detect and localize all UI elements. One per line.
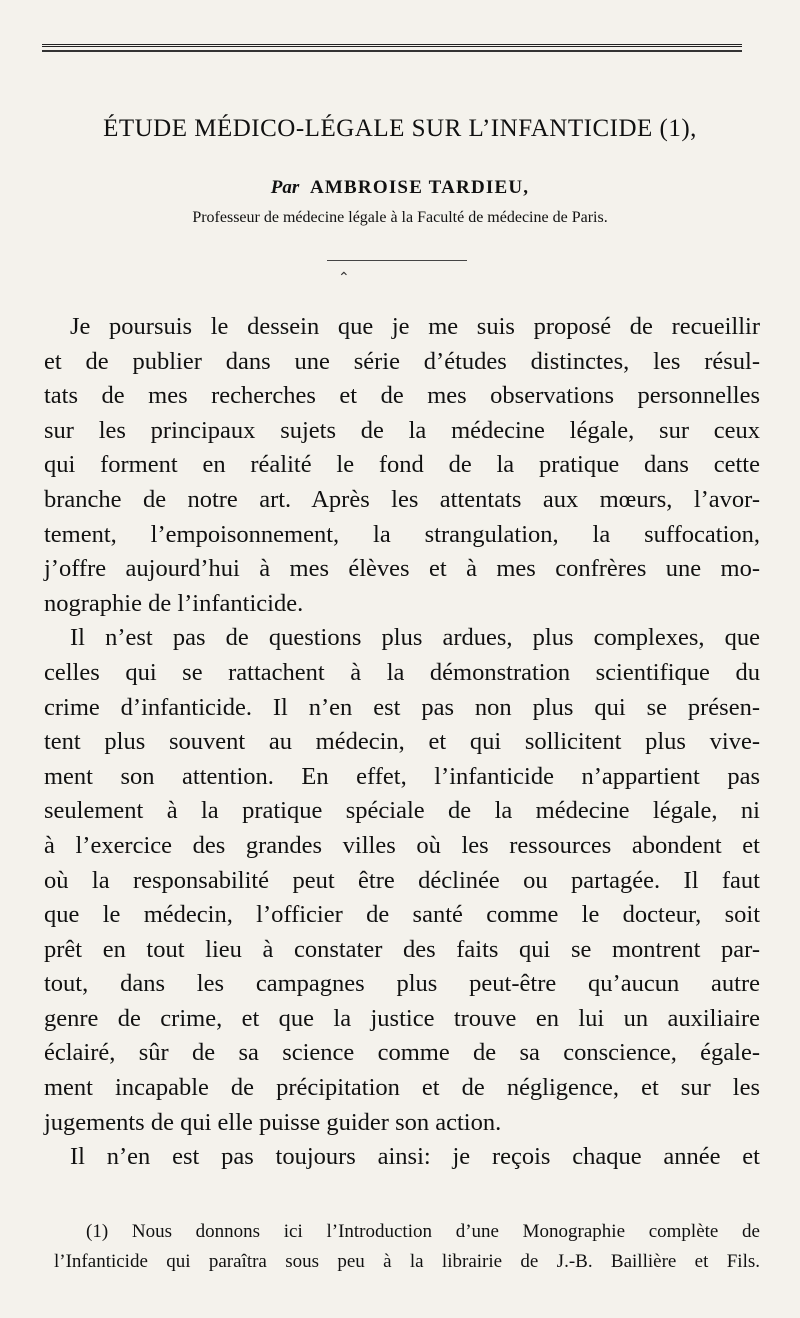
body-line: Il n’est pas de questions plus ardues, plus complexes, que (70, 624, 760, 652)
body-line: nographie de l’infanticide. (44, 589, 304, 617)
body-line: tout, dans les campagnes plus peut-être qu’aucun autre (44, 970, 760, 998)
body-line: tement, l’empoisonnement, la strangulation, la suffocation, (44, 520, 760, 548)
body-line: j’offre aujourd’hui à mes élèves et à mes confrères une mo- (44, 555, 760, 583)
separator-rule (327, 260, 467, 261)
article-title: ÉTUDE MÉDICO-LÉGALE SUR L’INFANTICIDE (1), (103, 115, 697, 142)
body-line: jugements de qui elle puisse guider son action. (44, 1108, 502, 1136)
footnote (56, 1217, 760, 1277)
article-body (44, 310, 760, 1175)
body-line: qui forment en réalité le fond de la pratique dans cette (44, 451, 760, 479)
body-line: et de publier dans une série d’études distinctes, les résul- (44, 347, 760, 375)
body-line: celles qui se rattachent à la démonstration scientifique du (44, 658, 760, 686)
author-name: AMBROISE TARDIEU, (310, 177, 530, 198)
byline-prefix: Par (270, 177, 300, 198)
body-line: Je poursuis le dessein que je me suis proposé de recueillir (70, 313, 760, 340)
body-line: ment son attention. En effet, l’infanticide n’appartient pas (44, 762, 760, 790)
body-line: tats de mes recherches et de mes observations personnelles (44, 382, 760, 410)
body-line: que le médecin, l’officier de santé comme le docteur, soit (44, 901, 760, 929)
body-line: seulement à la pratique spéciale de la médecine légale, ni (44, 797, 760, 825)
body-line: Il n’en est pas toujours ainsi: je reçois chaque année et (70, 1143, 760, 1171)
body-line: tent plus souvent au médecin, et qui sollicitent plus vive- (44, 728, 760, 756)
author-affiliation: Professeur de médecine légale à la Faculté de médecine de Paris. (192, 209, 608, 226)
body-line: à l’exercice des grandes villes où les ressources abondent et (44, 831, 760, 859)
body-line: sur les principaux sujets de la médecine légale, sur ceux (44, 416, 760, 444)
separator-ornament: ⌃ (338, 271, 350, 286)
footnote-line: l’Infanticide qui paraîtra sous peu à la librairie de J.-B. Baillière et Fils. (54, 1251, 760, 1272)
footnote-line: (1) Nous donnons ici l’Introduction d’une Monographie complète de (86, 1221, 760, 1242)
body-line: éclairé, sûr de sa science comme de sa conscience, égale- (44, 1039, 760, 1067)
body-line: branche de notre art. Après les attentats aux mœurs, l’avor- (44, 485, 760, 513)
body-line: prêt en tout lieu à constater des faits qui se montrent par- (44, 935, 760, 963)
body-line: genre de crime, et que la justice trouve en lui un auxiliaire (44, 1004, 760, 1032)
body-line: où la responsabilité peut être déclinée ou partagée. Il faut (44, 866, 760, 894)
body-line: ment incapable de précipitation et de négligence, et sur les (44, 1074, 760, 1102)
body-line: crime d’infanticide. Il n’en est pas non plus qui se présen- (44, 693, 760, 721)
header-rule (42, 44, 742, 47)
byline (0, 177, 800, 199)
